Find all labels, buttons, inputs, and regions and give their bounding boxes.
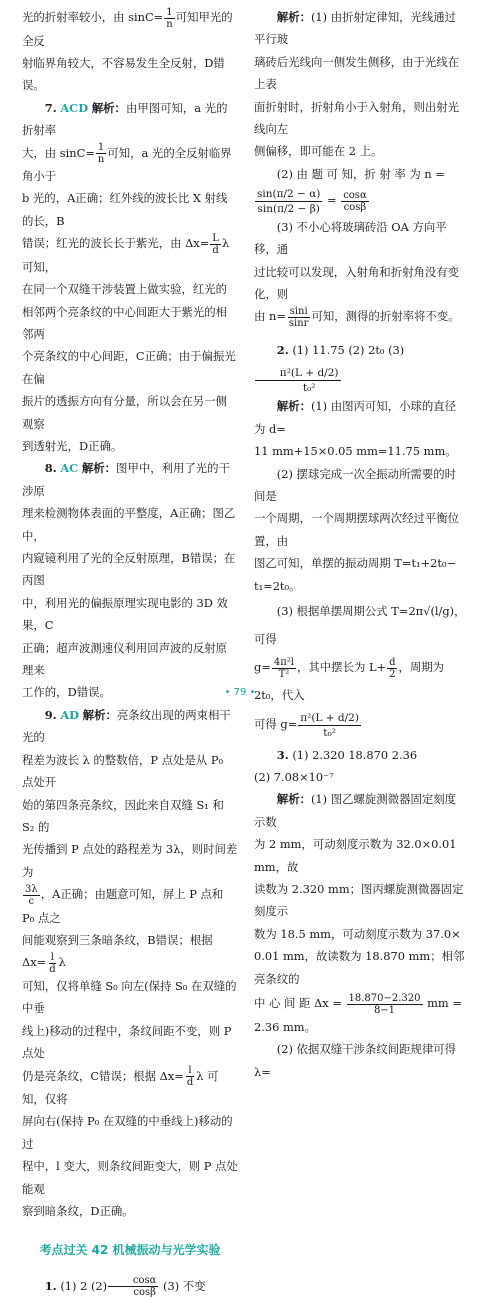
text-line: 正确；超声波测速仪利用回声波的反射原理来 <box>22 640 228 678</box>
text-line: 由 n= $\frac{\sin i}{\sin r}$ 可知，测得的折射率将不变。 <box>254 305 460 329</box>
fraction: $\frac{18.870-2.320}{8-1}$ <box>348 992 421 1016</box>
text-line: (3) 不小心将玻璃砖沿 OA 方向平移，通 <box>254 219 447 257</box>
answer-8: 8. AC 解析：图甲中，利用了光的干涉原 <box>22 461 230 498</box>
answer-7: 7. ACD 解析：由甲图可知，a 光的折射率 <box>22 100 228 138</box>
text-line: 11 mm+15×0.05 mm=11.75 mm。 <box>254 444 457 459</box>
text-line: 程差为波长 λ 的整数倍，P 点处是从 P₀ 点处开 <box>22 752 224 790</box>
text-line: b 光的，A正确；红外线的波长比 X 射线的长，B <box>22 191 228 228</box>
fraction: $\frac{3\lambda}{c}$ <box>25 883 38 907</box>
text-line: 工作的，D错误。 <box>22 685 111 700</box>
text-line: 读数为 2.320 mm；图丙螺旋测微器固定刻度示 <box>254 881 464 919</box>
text-line: 内窥镜利用了光的全反射原理，B错误；在丙图 <box>22 551 236 588</box>
right-column <box>254 6 466 1083</box>
text-line: 到透射光，D正确。 <box>22 439 123 453</box>
text-line: 始的第四条亮条纹，因此来自双缝 S₁ 和 S₂ 的 <box>22 797 224 834</box>
text-line: 屏向右(保持 P₀ 在双缝的中垂线上)移动的过 <box>22 1114 233 1151</box>
fraction: $\frac{L}{d}$ <box>212 232 219 256</box>
text-line: 0.01 mm，故读数为 18.870 mm；相邻亮条纹的 <box>254 949 465 986</box>
fraction: $\frac{\text{4π²l}}{\text{T²}}$ <box>273 656 294 680</box>
fraction: $\frac{\sin i}{\sin r}$ <box>288 305 309 329</box>
text-line: 相邻两个亮条纹的中心间距大于紫光的相邻两 <box>22 304 228 341</box>
text-line: g= $\frac{\text{4π²l}}{\text{T²}}$ ，其中摆长为 L+ $\frac{d}{2}$ ，周期为 2t₀，代入 <box>254 656 445 703</box>
text-line: 面折射时，折射角小于入射角，则出射光线向左 <box>254 99 460 137</box>
text-line: 数为 18.5 mm，可动刻度示数为 37.0× <box>254 926 461 941</box>
text-line: 图乙可知，单摆的振动周期 T=t₁+2t₀− <box>254 556 457 571</box>
fraction: $\frac{1}{n}$ <box>166 6 173 30</box>
fraction: $\frac{d}{2}$ <box>389 656 396 680</box>
section-heading: 考点过关 42 机械振动与光学实验 <box>39 1242 221 1257</box>
text-line: (3) 根据单摆周期公式 T=2π√(l/g)，可得 <box>254 604 466 647</box>
fraction: $\frac{\cos\alpha}{\cos\beta}$ <box>108 1275 158 1298</box>
text-line: (2) 依据双缝干涉条纹间距规律可得 λ= <box>254 1042 457 1079</box>
text-line: 光的折射率较小，由 sinC= $\frac{1}{n}$ 可知甲光的全反 <box>22 6 233 48</box>
text-line: 错误；红光的波长长于紫光，由 Δx= $\frac{L}{d}$ λ 可知， <box>22 232 230 274</box>
text-line: 为 2 mm，可动刻度示数为 32.0×0.01 mm，故 <box>254 837 457 874</box>
text-line: 线上)移动的过程中，条纹间距不变，则 P 点处 <box>22 1023 232 1061</box>
page-number: • 79 • <box>224 687 256 698</box>
text-line: (2) 由 题 可 知，折 射 率 为 n = <box>276 166 445 181</box>
text-line: 解析：(1) 由图丙可知，小球的直径为 d= <box>254 399 457 436</box>
left-column <box>22 6 238 1298</box>
text-line: (2) 摆球完成一次全振动所需要的时间是 <box>254 466 457 503</box>
text-line: (2) 7.08×10⁻⁷ <box>254 769 334 784</box>
text-line: 程中，l 变大，则条纹间距变大，则 P 点处能观 <box>22 1159 238 1196</box>
fraction: $\frac{\cos\alpha}{\cos\beta}$ <box>343 189 367 213</box>
text-line: 中，利用光的偏振原理实现电影的 3D 效果，C <box>22 595 228 633</box>
answer-1: 1. (1) 2 (2) $\frac{\cos\alpha}{\cos\beta}$ (3) 不变 <box>44 1275 206 1298</box>
text-line: 过比较可以发现，入射角和折射角没有变化，则 <box>254 264 460 301</box>
text-line: 可得 g= $\frac{\text{π²(L + d/2)}}{\text{t₀²}}$ <box>254 711 359 739</box>
text-line: t₁=2t₀。 <box>254 578 301 593</box>
text-line: 一个周期，一个周期摆球两次经过平衡位置，由 <box>254 511 460 548</box>
text-line: 仍是亮条纹，C错误；根据 Δx= $\frac{l}{d}$ λ 可知，仅将 <box>22 1065 219 1107</box>
text-line: 中 心 间 距 Δx = $\frac{18.870-2.320}{8-1}$ mm = <box>254 992 462 1016</box>
fraction: $\frac{\text{π²(L + d/2)}}{\text{t₀²}}$ <box>300 711 359 739</box>
text-line: 理来检测物体表面的平整度，A正确；图乙中， <box>22 506 236 543</box>
text-line: 侧偏移，即可能在 2 上。 <box>254 144 383 159</box>
answer-9: 9. AD 解析：亮条纹出现的两束相干光的 <box>22 707 231 745</box>
text-line: 察到暗条纹，D正确。 <box>22 1204 134 1219</box>
text-line: 个亮条纹的中心间距，C正确；由于偏振光在偏 <box>22 349 236 386</box>
text-line: 射临界角较大，不容易发生全反射，D错误。 <box>22 55 225 93</box>
text-line: 间能观察到三条暗条纹，B错误；根据 Δx= $\frac{l}{d}$ λ <box>22 933 213 975</box>
fraction: $\frac{1}{n}$ <box>97 142 105 166</box>
fraction: $\frac{\sin(\pi/2 - \alpha)}{\sin(\pi/2 - \beta)}$ <box>257 187 321 215</box>
text-line: 解析：(1) 由折射定律知，光线通过平行玻 <box>254 10 457 47</box>
text-line: 在同一个双缝干涉装置上做实验，红光的 <box>22 282 228 297</box>
text-line: 大，由 sinC= $\frac{1}{n}$ 可知，a 光的全反射临界角小于 <box>22 142 232 184</box>
text-line: 振片的透振方向有分量，所以会在另一侧观察 <box>22 394 228 431</box>
fraction: $\frac{l}{d}$ <box>49 951 56 975</box>
answer-3: 3. (1) 2.320 18.870 2.36 <box>276 747 418 762</box>
text-line: $\frac{3\lambda}{c}$ ，A正确；由题意可知，屏上 P 点和 P₀ 点之 <box>22 883 224 925</box>
text-line: 璃砖后光线向一侧发生侧移，由于光线在上表 <box>254 54 460 92</box>
text-line: 光传播到 P 点处的路程差为 3λ，则时间差为 <box>22 842 238 879</box>
fraction: $\frac{\text{π²(L + d/2)}}{\text{t₀²}}$ <box>255 366 341 395</box>
text-line: 可知，仅将单缝 S₀ 向左(保持 S₀ 在双缝的中垂 <box>22 978 237 1016</box>
text-line: 2.36 mm。 <box>254 1020 316 1034</box>
answer-2: 2. (1) 11.75 (2) 2t₀ (3) $\frac{\text{π²(L + d/2)}}{\text{t₀²}}$ <box>254 335 466 396</box>
text-line: $\frac{\sin(\pi/2 - \alpha)}{\sin(\pi/2 - \beta)}$ = $\frac{\cos\alpha}{\cos\beta}$ <box>257 187 367 215</box>
text-line: 解析：(1) 图乙螺旋测微器固定刻度示数 <box>254 792 457 829</box>
fraction: $\frac{l}{d}$ <box>186 1065 194 1089</box>
